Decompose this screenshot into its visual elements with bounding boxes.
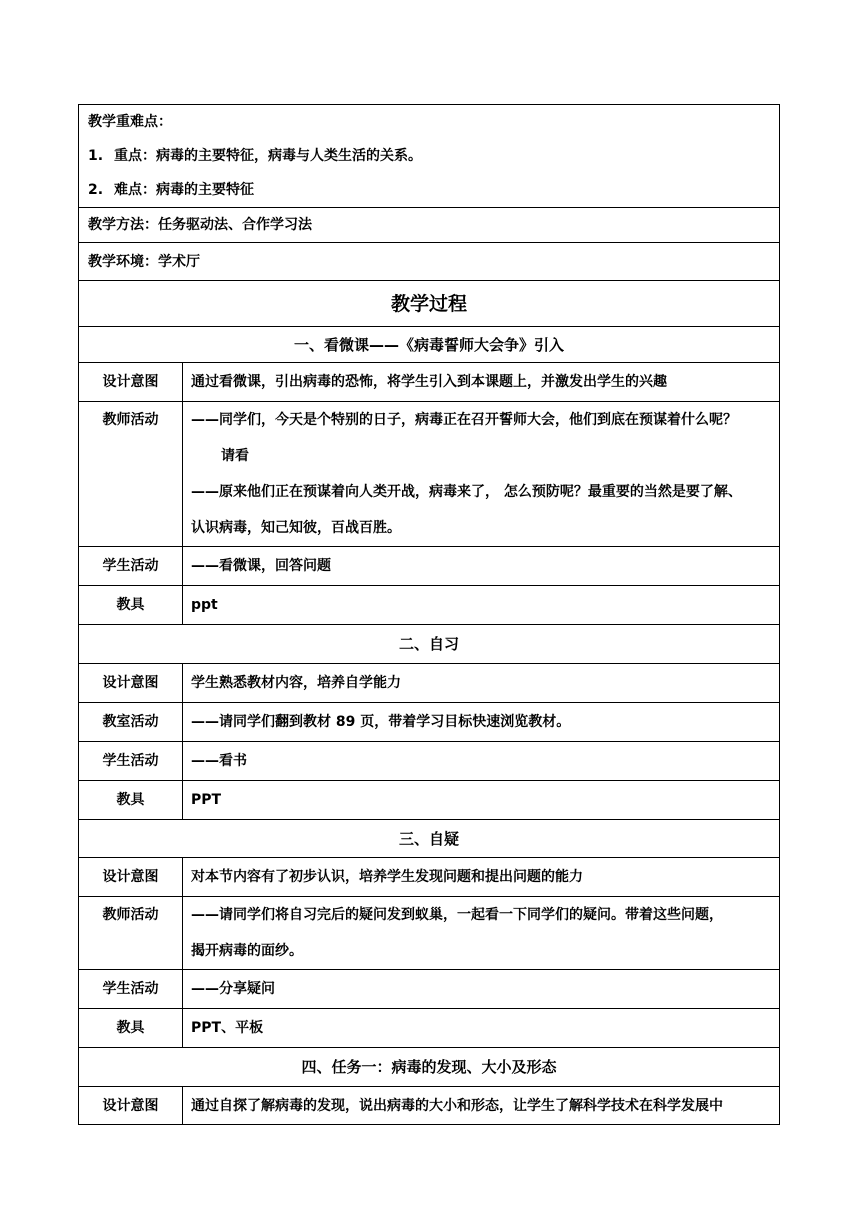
table-row [79,897,780,970]
key-point-text: 难点：病毒的主要特征 [114,182,254,198]
lesson-plan-table [78,104,780,1125]
section-heading: 三、自疑 [79,820,780,858]
content-line: ppt [191,597,218,613]
process-title: 教学过程 [79,281,780,327]
row-label: 设计意图 [79,664,183,703]
content-line: 揭开病毒的面纱。 [191,943,303,959]
row-label: 教具 [79,586,183,625]
environment-row [79,243,780,281]
row-content [183,742,780,781]
content-line: 对本节内容有了初步认识，培养学生发现问题和提出问题的能力 [191,869,583,885]
section-heading: 一、看微课——《病毒誓师大会争》引入 [79,327,780,363]
row-label: 教师活动 [79,402,183,547]
row-label: 教具 [79,781,183,820]
content-line: ——原来他们正在预谋着向人类开战，病毒来了， 怎么预防呢？最重要的当然是要了解、 [191,484,742,500]
section-heading-row [79,1048,780,1087]
content-line: 通过自探了解病毒的发现，说出病毒的大小和形态，让学生了解科学技术在科学发展中 [191,1097,723,1114]
key-points-heading: 教学重难点： [88,114,172,130]
key-point-number: 2. [88,182,104,198]
row-label: 教具 [79,1009,183,1048]
table-row [79,703,780,742]
section-heading: 四、任务一：病毒的发现、大小及形态 [79,1048,780,1087]
row-content [183,897,780,970]
row-content [183,664,780,703]
content-line: 请看 [221,448,249,464]
section-heading: 二、自习 [79,625,780,664]
row-content [183,402,780,547]
section-heading-row [79,820,780,858]
method-text: 教学方法：任务驱动法、合作学习法 [79,208,780,243]
table-row [79,664,780,703]
content-line: ——请同学们翻到教材 89 页，带着学习目标快速浏览教材。 [191,714,571,730]
row-label: 设计意图 [79,363,183,402]
table-row [79,363,780,402]
section-heading-row [79,327,780,363]
content-line: ——分享疑问 [191,981,275,997]
content-line: 通过看微课，引出病毒的恐怖，将学生引入到本课题上，并激发出学生的兴趣 [191,374,667,390]
row-content [183,703,780,742]
content-line: ——同学们，今天是个特别的日子，病毒正在召开誓师大会，他们到底在预谋着什么呢？ [191,412,737,428]
row-label: 教室活动 [79,703,183,742]
key-points-row [79,105,780,208]
table-row [79,402,780,547]
section-heading-row [79,625,780,664]
row-label: 设计意图 [79,1087,183,1125]
table-row [79,586,780,625]
row-content [183,1009,780,1048]
content-line: PPT [191,792,222,808]
row-content [183,586,780,625]
environment-text: 教学环境：学术厅 [79,243,780,281]
key-point-item [88,139,770,173]
row-content [183,1087,780,1125]
content-line: ——看书 [191,753,247,769]
table-row [79,781,780,820]
row-content [183,363,780,402]
row-content [183,970,780,1009]
row-content [183,781,780,820]
row-label: 学生活动 [79,742,183,781]
row-content [183,547,780,586]
content-line: 学生熟悉教材内容，培养自学能力 [191,675,401,691]
row-label: 教师活动 [79,897,183,970]
row-label: 学生活动 [79,970,183,1009]
key-point-item [88,173,770,207]
key-point-number: 1. [88,148,104,164]
key-point-text: 重点：病毒的主要特征，病毒与人类生活的关系。 [114,148,422,164]
row-label: 设计意图 [79,858,183,897]
lesson-plan-sheet [78,104,779,1125]
table-row [79,858,780,897]
table-row [79,1009,780,1048]
table-row [79,970,780,1009]
content-line: PPT、平板 [191,1020,264,1036]
process-title-row [79,281,780,327]
row-content [183,858,780,897]
key-points-cell [79,105,780,208]
table-row [79,1087,780,1125]
content-line: 认识病毒，知己知彼，百战百胜。 [191,520,401,536]
table-row [79,742,780,781]
table-row [79,547,780,586]
content-line: ——请同学们将自习完后的疑问发到蚁巢，一起看一下同学们的疑问。带着这些问题， [191,907,723,923]
method-row [79,208,780,243]
row-label: 学生活动 [79,547,183,586]
content-line: ——看微课，回答问题 [191,558,331,574]
